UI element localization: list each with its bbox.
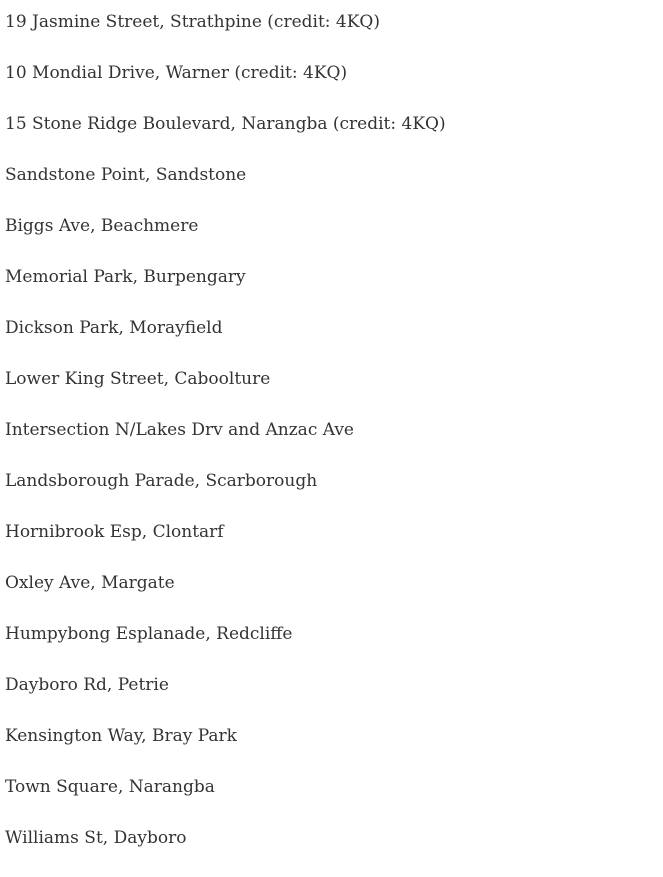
list-item: Kensington Way, Bray Park xyxy=(5,726,237,746)
location-list xyxy=(5,10,446,877)
list-item: 10 Mondial Drive, Warner (credit: 4KQ) xyxy=(5,63,348,83)
list-item: Landsborough Parade, Scarborough xyxy=(5,471,318,491)
list-item: 15 Stone Ridge Boulevard, Narangba (credit: 4KQ) xyxy=(5,114,446,134)
list-item: Williams St, Dayboro xyxy=(5,828,187,848)
list-item: Sandstone Point, Sandstone xyxy=(5,165,247,185)
list-item: Oxley Ave, Margate xyxy=(5,573,175,593)
list-item: 19 Jasmine Street, Strathpine (credit: 4KQ) xyxy=(5,12,381,32)
list-item: Memorial Park, Burpengary xyxy=(5,267,246,287)
list-item: Dayboro Rd, Petrie xyxy=(5,675,169,695)
list-item: Lower King Street, Caboolture xyxy=(5,369,271,389)
list-item: Biggs Ave, Beachmere xyxy=(5,216,199,236)
list-item: Town Square, Narangba xyxy=(5,777,215,797)
list-item: Intersection N/Lakes Drv and Anzac Ave xyxy=(5,420,354,440)
list-item: Hornibrook Esp, Clontarf xyxy=(5,522,224,542)
list-item: Dickson Park, Morayfield xyxy=(5,318,223,338)
list-item: Humpybong Esplanade, Redcliffe xyxy=(5,624,293,644)
